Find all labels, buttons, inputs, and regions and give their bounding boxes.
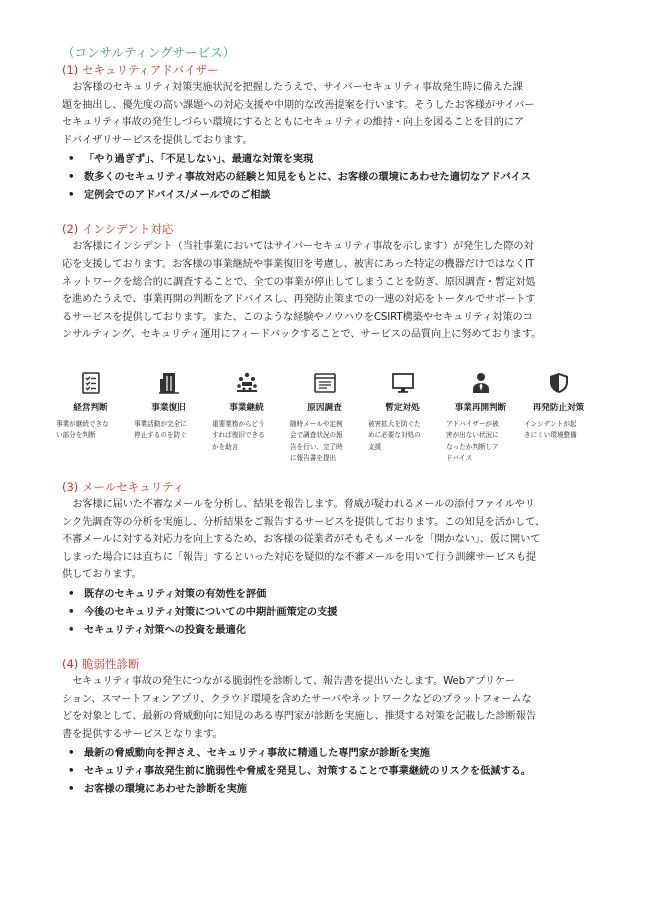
desc-line: 事業が継続できな [56, 419, 109, 428]
desc-line: 重要業務からどう [212, 419, 265, 428]
section-title: (1) セキュリティアドバイザー [62, 63, 219, 77]
incident-steps [56, 370, 608, 465]
desc-line: きにくい環境整備 [524, 431, 577, 440]
desc-line: 事業活動が完全に [134, 419, 187, 428]
desc-line: なったか判断しア [446, 442, 499, 451]
bullet-item: • 数多くのセキュリティ事故対応の経験と知見をもとに、お客様の環境にあわせた適切なアドバイス [62, 169, 602, 187]
paragraph-line: セキュリティ事故の発生につながる脆弱性を診断して、報告書を提出いたします。Webアプリケー [72, 675, 515, 687]
desc-line: すれば復旧できる [212, 431, 265, 440]
step-label: 事業継続 [229, 402, 264, 413]
section-paragraph [62, 238, 602, 344]
step-item [446, 370, 515, 465]
desc-line: い部分を判断 [56, 431, 96, 440]
paragraph-line: お客様にインシデント（当社事業においてはサイバーセキュリティ事故を示します）が発生した際の対 [72, 241, 534, 253]
step-label: 事業復旧 [151, 402, 186, 413]
step-item [524, 370, 593, 465]
bullet-item: • 最新の脅威動向を押さえ、セキュリティ事故に精通した専門家が診断を実施 [62, 745, 602, 763]
section-security-advisor [62, 62, 602, 205]
bullet-item: • 定例会でのアドバイス/メールでのご相談 [62, 187, 602, 205]
step-label: 再発防止対策 [532, 402, 585, 413]
step-item [368, 370, 437, 465]
bullet-list [62, 151, 602, 205]
browser-window-icon [290, 370, 359, 396]
step-description [446, 419, 515, 465]
desc-line: 被害拡大を防ぐた [368, 419, 421, 428]
paragraph-line: ドバイザリサービスを提供しております。 [62, 134, 253, 146]
step-item [134, 370, 203, 465]
step-description [56, 419, 125, 442]
desc-line: 告を行い、完了時 [290, 442, 343, 451]
desc-line: 停止するのを防ぐ [134, 431, 187, 440]
desc-line: 害が出ない状況に [446, 431, 499, 440]
desc-line: アドバイザーが被 [446, 419, 499, 428]
step-description [368, 419, 437, 454]
bullet-list [62, 745, 602, 799]
section-vulnerability-assessment [62, 656, 602, 799]
paragraph-line: 応を支援しております。お客様の事業継続や事業復旧を考慮し、被害にあった特定の機器だけではなくIT [62, 258, 535, 270]
paragraph-line: ンク先調査等の分析を実施し、分析結果をご報告するサービスを提供しております。この知見を活かして、 [62, 516, 545, 528]
bullet-item: • お客様の環境にあわせた診断を実施 [62, 781, 602, 799]
checklist-icon [56, 370, 125, 396]
bullet-item: • セキュリティ事故発生前に脆弱性や脅威を発見し、対策することで事業継続のリスクを低減する。 [62, 763, 602, 781]
paragraph-line: お客様に届いた不審なメールを分析し、結果を報告します。脅威が疑われるメールの添付ファイルやリ [72, 498, 535, 510]
step-item [290, 370, 359, 465]
paragraph-line: ション、スマートフォンアプリ、クラウド環境を含めたサーバやネットワークなどのプラットフォームな [62, 693, 532, 705]
bullet-item: • セキュリティ対策への投資を最適化 [62, 622, 602, 640]
desc-line: 支援 [368, 442, 382, 451]
section-paragraph [62, 673, 602, 743]
paragraph-line: 供しております。 [62, 569, 142, 581]
document-page [56, 44, 602, 799]
monitor-icon [368, 370, 437, 396]
desc-line: かを助言 [212, 442, 239, 451]
desc-line: インシデントが起 [524, 419, 577, 428]
bullet-item: • 既存のセキュリティ対策の有効性を評価 [62, 586, 602, 604]
person-icon [446, 370, 515, 396]
section-paragraph [62, 79, 602, 149]
step-description [290, 419, 359, 465]
paragraph-line: を進めたうえで、事業再開の判断をアドバイスし、再発防止策までの一連の対応をトータルでサポートす [62, 294, 536, 306]
step-item [212, 370, 281, 465]
paragraph-line: るサービスを提供しております。また、このような経験やノウハウをCSIRT構築やセキュリティ対策のコ [62, 311, 533, 323]
desc-line: 会で調査状況の報 [290, 431, 343, 440]
step-label: 経営判断 [73, 402, 108, 413]
section-title: (4) 脆弱性診断 [62, 656, 140, 671]
desc-line: ドバイス [446, 454, 473, 463]
team-icon [212, 370, 281, 396]
paragraph-line: ンサルティング、セキュリティ運用にフィードバックすることで、サービスの品質向上に努めております。 [62, 329, 542, 341]
step-item [56, 370, 125, 465]
desc-line: めに必要な対処の [368, 431, 421, 440]
section-title: (3) メールセキュリティ [62, 479, 185, 494]
step-description [134, 419, 203, 442]
building-icon [134, 370, 203, 396]
step-label: 事業再開判断 [454, 402, 507, 413]
section-title: (2) インシデント対応 [62, 222, 174, 237]
section-mail-security [62, 479, 602, 640]
shield-icon [524, 370, 593, 396]
step-description [212, 419, 281, 454]
bullet-list [62, 586, 602, 640]
step-label: 暫定対処 [385, 402, 420, 413]
page-header: （コンサルティングサービス） [62, 45, 236, 60]
desc-line: 随時メールや定例 [290, 419, 343, 428]
paragraph-line: どを対象として、最新の脅威動向に知見のある専門家が診断を実施し、推奨する対策を記載した診断報告 [62, 711, 536, 723]
paragraph-line: 不審メールに対する対応力を向上するため、お客様の従業者がそもそもメールを「開かない」、仮に開いて [62, 534, 541, 546]
desc-line: に報告書を提出 [290, 454, 337, 463]
bullet-item: • 今後のセキュリティ対策についての中期計画策定の支援 [62, 604, 602, 622]
paragraph-line: ネットワークを総合的に調査することで、全ての事業が停止してしまうことを防ぎ、原因調査・暫定対処 [62, 276, 536, 288]
step-description [524, 419, 593, 442]
paragraph-line: お客様のセキュリティ対策実施状況を把握したうえで、サイバーセキュリティ事故発生時に備えた課 [72, 82, 523, 93]
bullet-item: • 「やり過ぎず」、「不足しない」、最適な対策を実現 [62, 151, 602, 169]
paragraph-line: 題を抽出し、優先度の高い課題への対応支援や中期的な改善提案を行います。そうしたお客様がサイバー [62, 99, 535, 111]
section-paragraph [62, 496, 602, 584]
paragraph-line: しまった場合には直ちに「報告」するといった対応を疑似的な不審メールを用いて行う訓練サービスも提 [62, 551, 536, 563]
step-label: 原因調査 [307, 402, 342, 413]
paragraph-line: セキュリティ事故の発生しづらい環境にするとともにセキュリティの維持・向上を図ることを目的にア [62, 117, 524, 129]
paragraph-line: 書を提供するサービスとなります。 [62, 728, 223, 740]
section-incident-response [56, 221, 602, 465]
